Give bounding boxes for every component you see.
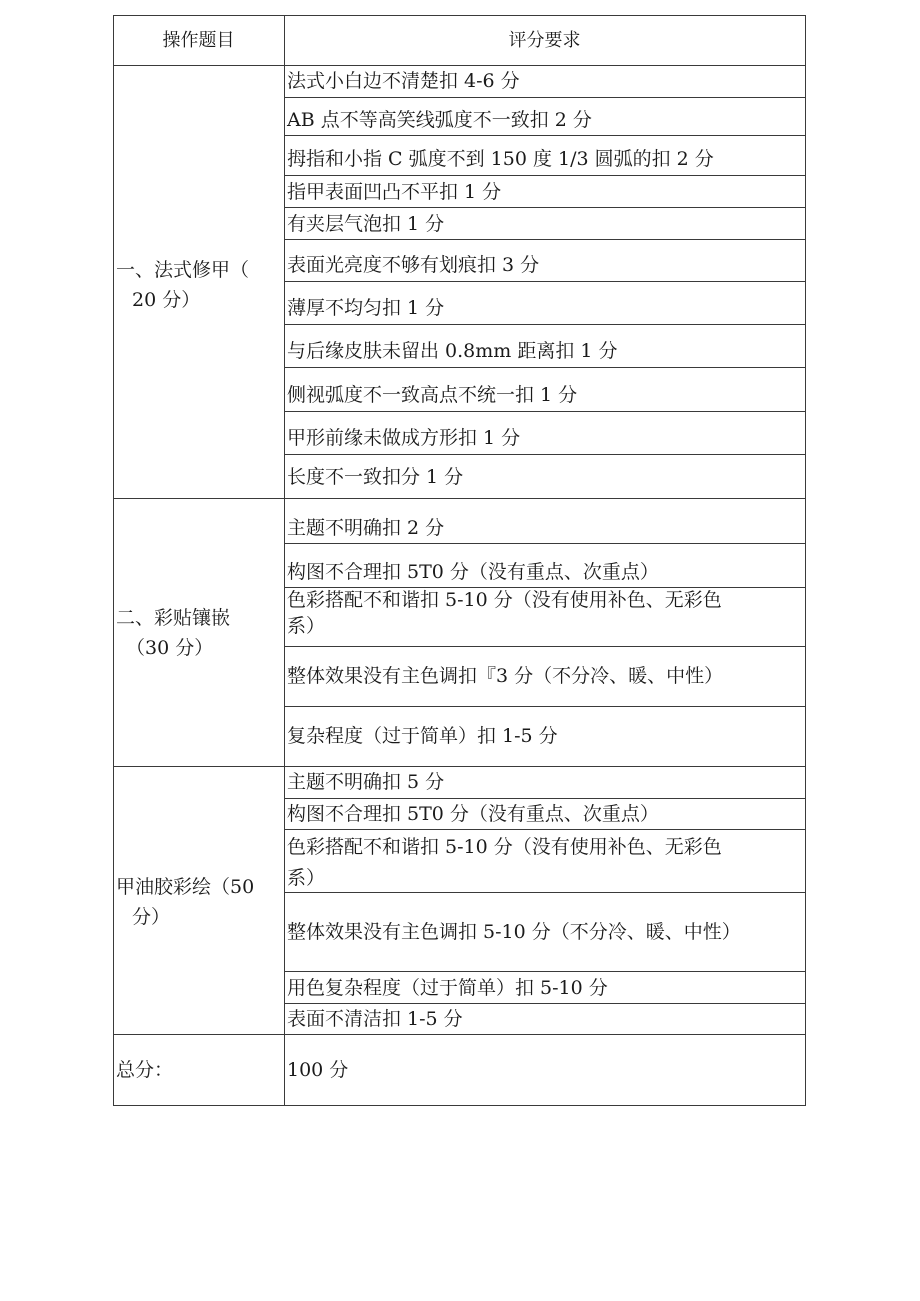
header-operation-label: 操作题目 [162, 30, 235, 51]
total-label: 总分： [116, 1059, 174, 1081]
section-title-line: 甲油胶彩绘（50 [116, 876, 255, 898]
rule-separator [284, 367, 806, 368]
total-value: 100 分 [287, 1059, 349, 1081]
scoring-rule: 系） [287, 867, 326, 889]
rule-separator [284, 281, 806, 282]
table-border-left [113, 15, 114, 1106]
scoring-rule: 色彩搭配不和谐扣 5-10 分（没有使用补色、无彩色 [287, 589, 722, 611]
rule-separator [284, 207, 806, 208]
scoring-rule: 复杂程度（过于简单）扣 1-5 分 [287, 725, 558, 747]
rule-separator [284, 1003, 806, 1004]
scoring-rule: 整体效果没有主色调扣 5-10 分（不分冷、暖、中性） [287, 921, 741, 943]
section-title-line: 分） [132, 906, 171, 928]
header-scoring-label: 评分要求 [508, 30, 581, 51]
scoring-rule: 主题不明确扣 5 分 [287, 771, 445, 793]
scoring-rule: 用色复杂程度（过于简单）扣 5-10 分 [287, 977, 608, 999]
scoring-rule: 系） [287, 615, 326, 637]
section-title [116, 255, 282, 315]
scoring-rule: AB 点不等高笑线弧度不一致扣 2 分 [287, 109, 592, 131]
scoring-rule: 构图不合理扣 5T0 分（没有重点、次重点） [287, 561, 659, 583]
rule-separator [284, 543, 806, 544]
scoring-rule: 长度不一致扣分 1 分 [287, 466, 464, 488]
scoring-rule: 指甲表面凹凸不平扣 1 分 [287, 181, 502, 203]
scoring-rule: 薄厚不均匀扣 1 分 [287, 297, 445, 319]
rule-separator [284, 706, 806, 707]
scoring-rule: 表面不清洁扣 1-5 分 [287, 1008, 463, 1030]
column-divider [284, 15, 285, 1106]
scoring-rule: 整体效果没有主色调扣『3 分（不分冷、暖、中性） [287, 665, 724, 687]
scoring-rule: 有夹层气泡扣 1 分 [287, 213, 445, 235]
rule-separator [284, 829, 806, 830]
section-title-line: 20 分） [132, 289, 201, 311]
section-3-separator [113, 1034, 806, 1035]
section-title-line: （30 分） [126, 637, 214, 659]
scoring-rule: 构图不合理扣 5T0 分（没有重点、次重点） [287, 803, 659, 825]
scoring-rule: 拇指和小指 C 弧度不到 150 度 1/3 圆弧的扣 2 分 [287, 148, 714, 170]
table-border-right [805, 15, 806, 1106]
rule-separator [284, 97, 806, 98]
section-title-line: 一、法式修甲（ [116, 259, 250, 281]
table-border-top [113, 15, 806, 16]
rule-separator [284, 454, 806, 455]
rule-separator [284, 411, 806, 412]
scoring-rule: 侧视弧度不一致高点不统一扣 1 分 [287, 384, 578, 406]
rule-separator [284, 175, 806, 176]
rule-separator [284, 892, 806, 893]
rule-separator [284, 646, 806, 647]
scoring-rule: 法式小白边不清楚扣 4-6 分 [287, 70, 520, 92]
scoring-rule: 主题不明确扣 2 分 [287, 517, 445, 539]
section-title [116, 603, 282, 663]
section-title [116, 872, 282, 932]
section-2-separator [113, 766, 806, 767]
rule-separator [284, 798, 806, 799]
table-border-bottom [113, 1105, 806, 1106]
rule-separator [284, 135, 806, 136]
header-row-separator [113, 65, 806, 66]
scoring-rule: 色彩搭配不和谐扣 5-10 分（没有使用补色、无彩色 [287, 836, 722, 858]
section-title-line: 二、彩贴镶嵌 [116, 607, 231, 629]
section-1-separator [113, 498, 806, 499]
scoring-rule: 表面光亮度不够有划痕扣 3 分 [287, 254, 540, 276]
rule-separator [284, 239, 806, 240]
scoring-rule: 甲形前缘未做成方形扣 1 分 [287, 427, 521, 449]
rule-separator [284, 971, 806, 972]
rule-separator [284, 324, 806, 325]
scoring-rule: 与后缘皮肤未留出 0.8mm 距离扣 1 分 [287, 340, 618, 362]
